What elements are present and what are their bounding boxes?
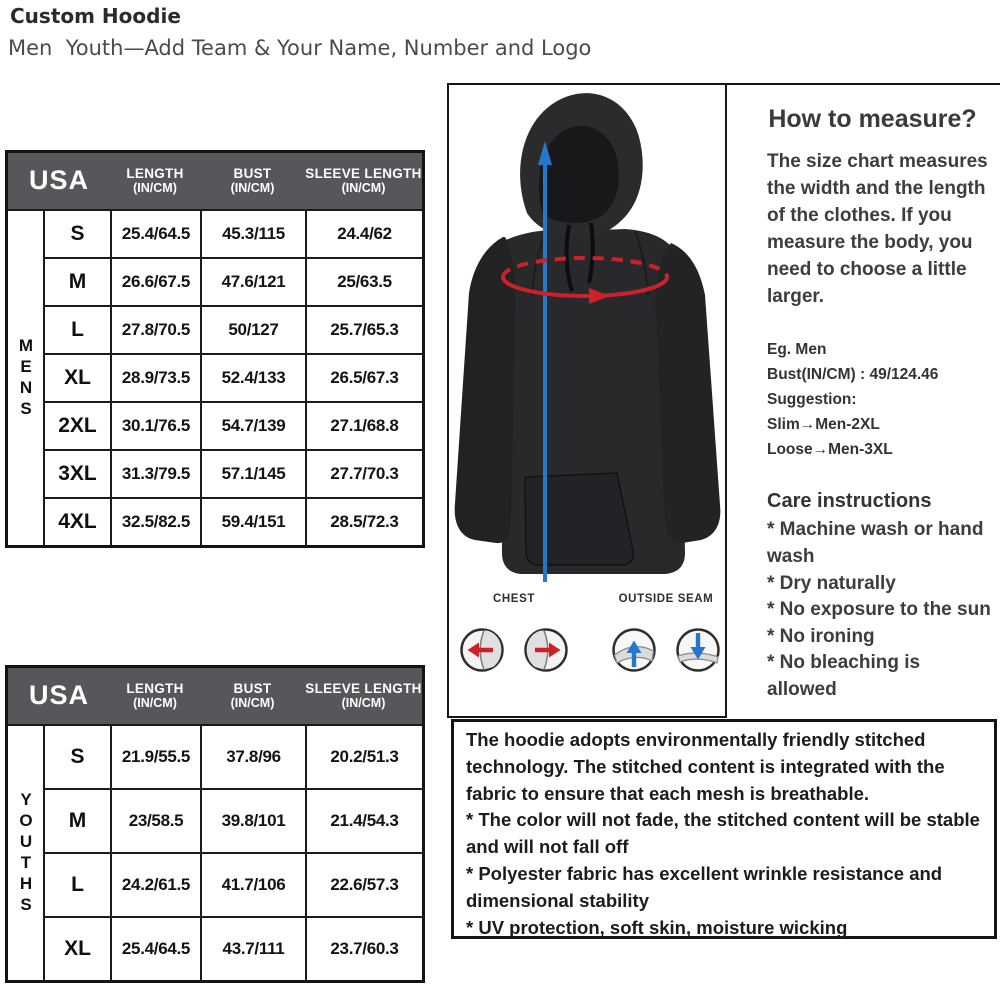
- measurement-cell: 47.6/121: [200, 257, 305, 305]
- measurement-cell: 25.4/64.5: [110, 209, 200, 257]
- measurement-cell: 23.7/60.3: [305, 916, 422, 980]
- text-line: * Polyester fabric has excellent wrinkle resistance and dimensional stability: [466, 863, 943, 911]
- text-line: * No exposure to the sun: [767, 599, 991, 621]
- measurement-cell: 25.4/64.5: [110, 916, 200, 980]
- chest-circles: [459, 627, 569, 673]
- measurement-cell: 25/63.5: [305, 257, 422, 305]
- measure-body-text: The size chart measures the width and the length of the clothes. If you measure the body, you need to choose a little larger.: [767, 151, 988, 307]
- mens-group-label: MENS: [8, 209, 43, 545]
- youths-group-label: YOUTHS: [8, 724, 43, 980]
- chest-arrow-left-icon: [459, 627, 505, 673]
- measurement-cell: 43.7/111: [200, 916, 305, 980]
- text-line: * Dry naturally: [767, 572, 896, 594]
- column-header-bust: BUST (IN/CM): [200, 668, 305, 724]
- text-line: Bust(IN/CM) : 49/124.46: [767, 365, 939, 383]
- measuring-icons-row: [449, 593, 725, 673]
- size-label-cell: XL: [43, 353, 110, 401]
- measurement-cell: 21.9/55.5: [110, 724, 200, 788]
- text-line: * No ironing: [767, 625, 875, 647]
- measurement-cell: 59.4/151: [200, 497, 305, 545]
- mens-size-chart: [5, 150, 425, 548]
- measurement-cell: 20.2/51.3: [305, 724, 422, 788]
- measurement-cell: 22.6/57.3: [305, 852, 422, 916]
- hoodie-product-image: [449, 85, 725, 585]
- chest-label: CHEST: [493, 593, 535, 605]
- column-header-usa: USA: [8, 668, 110, 724]
- measurement-cell: 45.3/115: [200, 209, 305, 257]
- measure-heading: How to measure?: [768, 105, 977, 133]
- product-description-box: [451, 719, 997, 939]
- care-instructions: [767, 490, 992, 703]
- size-label-cell: 3XL: [43, 449, 110, 497]
- text-line: * The color will not fade, the stitched content will be stable and will not fall off: [466, 809, 980, 858]
- size-label-cell: M: [43, 257, 110, 305]
- measurement-cell: 25.7/65.3: [305, 305, 422, 353]
- text-line: * No bleaching is allowed: [767, 652, 921, 700]
- size-label-cell: L: [43, 305, 110, 353]
- outside-seam-circles: [611, 627, 721, 673]
- text-line: * Machine wash or hand wash: [767, 519, 984, 567]
- size-suggestion-example: [767, 337, 992, 463]
- size-label-cell: S: [43, 724, 110, 788]
- measurement-cell: 28.5/72.3: [305, 497, 422, 545]
- page-subtitle: Men Youth—Add Team & Your Name, Number and Logo: [8, 36, 592, 60]
- text-line: Slim→Men-2XL: [767, 416, 880, 434]
- how-to-measure-panel: [727, 83, 1000, 718]
- measurement-cell: 27.7/70.3: [305, 449, 422, 497]
- column-header-sleeve: SLEEVE LENGTH (IN/CM): [305, 153, 422, 209]
- care-list: [767, 517, 992, 703]
- outside-seam-label: OUTSIDE SEAM: [618, 593, 714, 605]
- text-line: * UV protection, soft skin, moisture wicking: [466, 916, 848, 938]
- measurement-cell: 28.9/73.5: [110, 353, 200, 401]
- measurement-cell: 37.8/96: [200, 724, 305, 788]
- size-label-cell: 2XL: [43, 401, 110, 449]
- measurement-diagram-box: [447, 83, 727, 718]
- seam-arrow-down-icon: [675, 627, 721, 673]
- measurement-cell: 27.8/70.5: [110, 305, 200, 353]
- measurement-cell: 21.4/54.3: [305, 788, 422, 852]
- measurement-cell: 26.5/67.3: [305, 353, 422, 401]
- column-header-sleeve: SLEEVE LENGTH (IN/CM): [305, 668, 422, 724]
- size-label-cell: 4XL: [43, 497, 110, 545]
- youths-size-chart: [5, 665, 425, 983]
- column-header-bust: BUST (IN/CM): [200, 153, 305, 209]
- chest-arrow-right-icon: [523, 627, 569, 673]
- page-title: Custom Hoodie: [10, 4, 181, 28]
- size-label-cell: M: [43, 788, 110, 852]
- measurement-cell: 31.3/79.5: [110, 449, 200, 497]
- column-header-length: LENGTH (IN/CM): [110, 668, 200, 724]
- measurement-cell: 27.1/68.8: [305, 401, 422, 449]
- care-heading: Care instructions: [767, 490, 932, 513]
- description-bullets: [466, 807, 984, 941]
- description-intro: The hoodie adopts environmentally friendly stitched technology. The stitched content is integrated with the fabric to ensure that each mesh is breathable.: [466, 729, 945, 804]
- measurement-cell: 41.7/106: [200, 852, 305, 916]
- measurement-cell: 23/58.5: [110, 788, 200, 852]
- measurement-cell: 24.4/62: [305, 209, 422, 257]
- size-label-cell: L: [43, 852, 110, 916]
- measurement-cell: 50/127: [200, 305, 305, 353]
- column-header-usa: USA: [8, 153, 110, 209]
- column-header-length: LENGTH (IN/CM): [110, 153, 200, 209]
- measurement-cell: 57.1/145: [200, 449, 305, 497]
- seam-arrow-up-icon: [611, 627, 657, 673]
- kangaroo-pocket: [525, 473, 633, 565]
- measurement-cell: 24.2/61.5: [110, 852, 200, 916]
- measurement-cell: 39.8/101: [200, 788, 305, 852]
- hoodie-right-sleeve: [656, 243, 721, 543]
- size-label-cell: S: [43, 209, 110, 257]
- text-line: Suggestion:: [767, 391, 857, 409]
- size-label-cell: XL: [43, 916, 110, 980]
- text-line: Loose→Men-3XL: [767, 441, 893, 459]
- measurement-cell: 52.4/133: [200, 353, 305, 401]
- text-line: Eg. Men: [767, 340, 827, 358]
- measurement-cell: 32.5/82.5: [110, 497, 200, 545]
- chest-icon-group: [459, 593, 569, 673]
- outside-seam-icon-group: [611, 593, 721, 673]
- measurement-cell: 30.1/76.5: [110, 401, 200, 449]
- measurement-cell: 54.7/139: [200, 401, 305, 449]
- measurement-cell: 26.6/67.5: [110, 257, 200, 305]
